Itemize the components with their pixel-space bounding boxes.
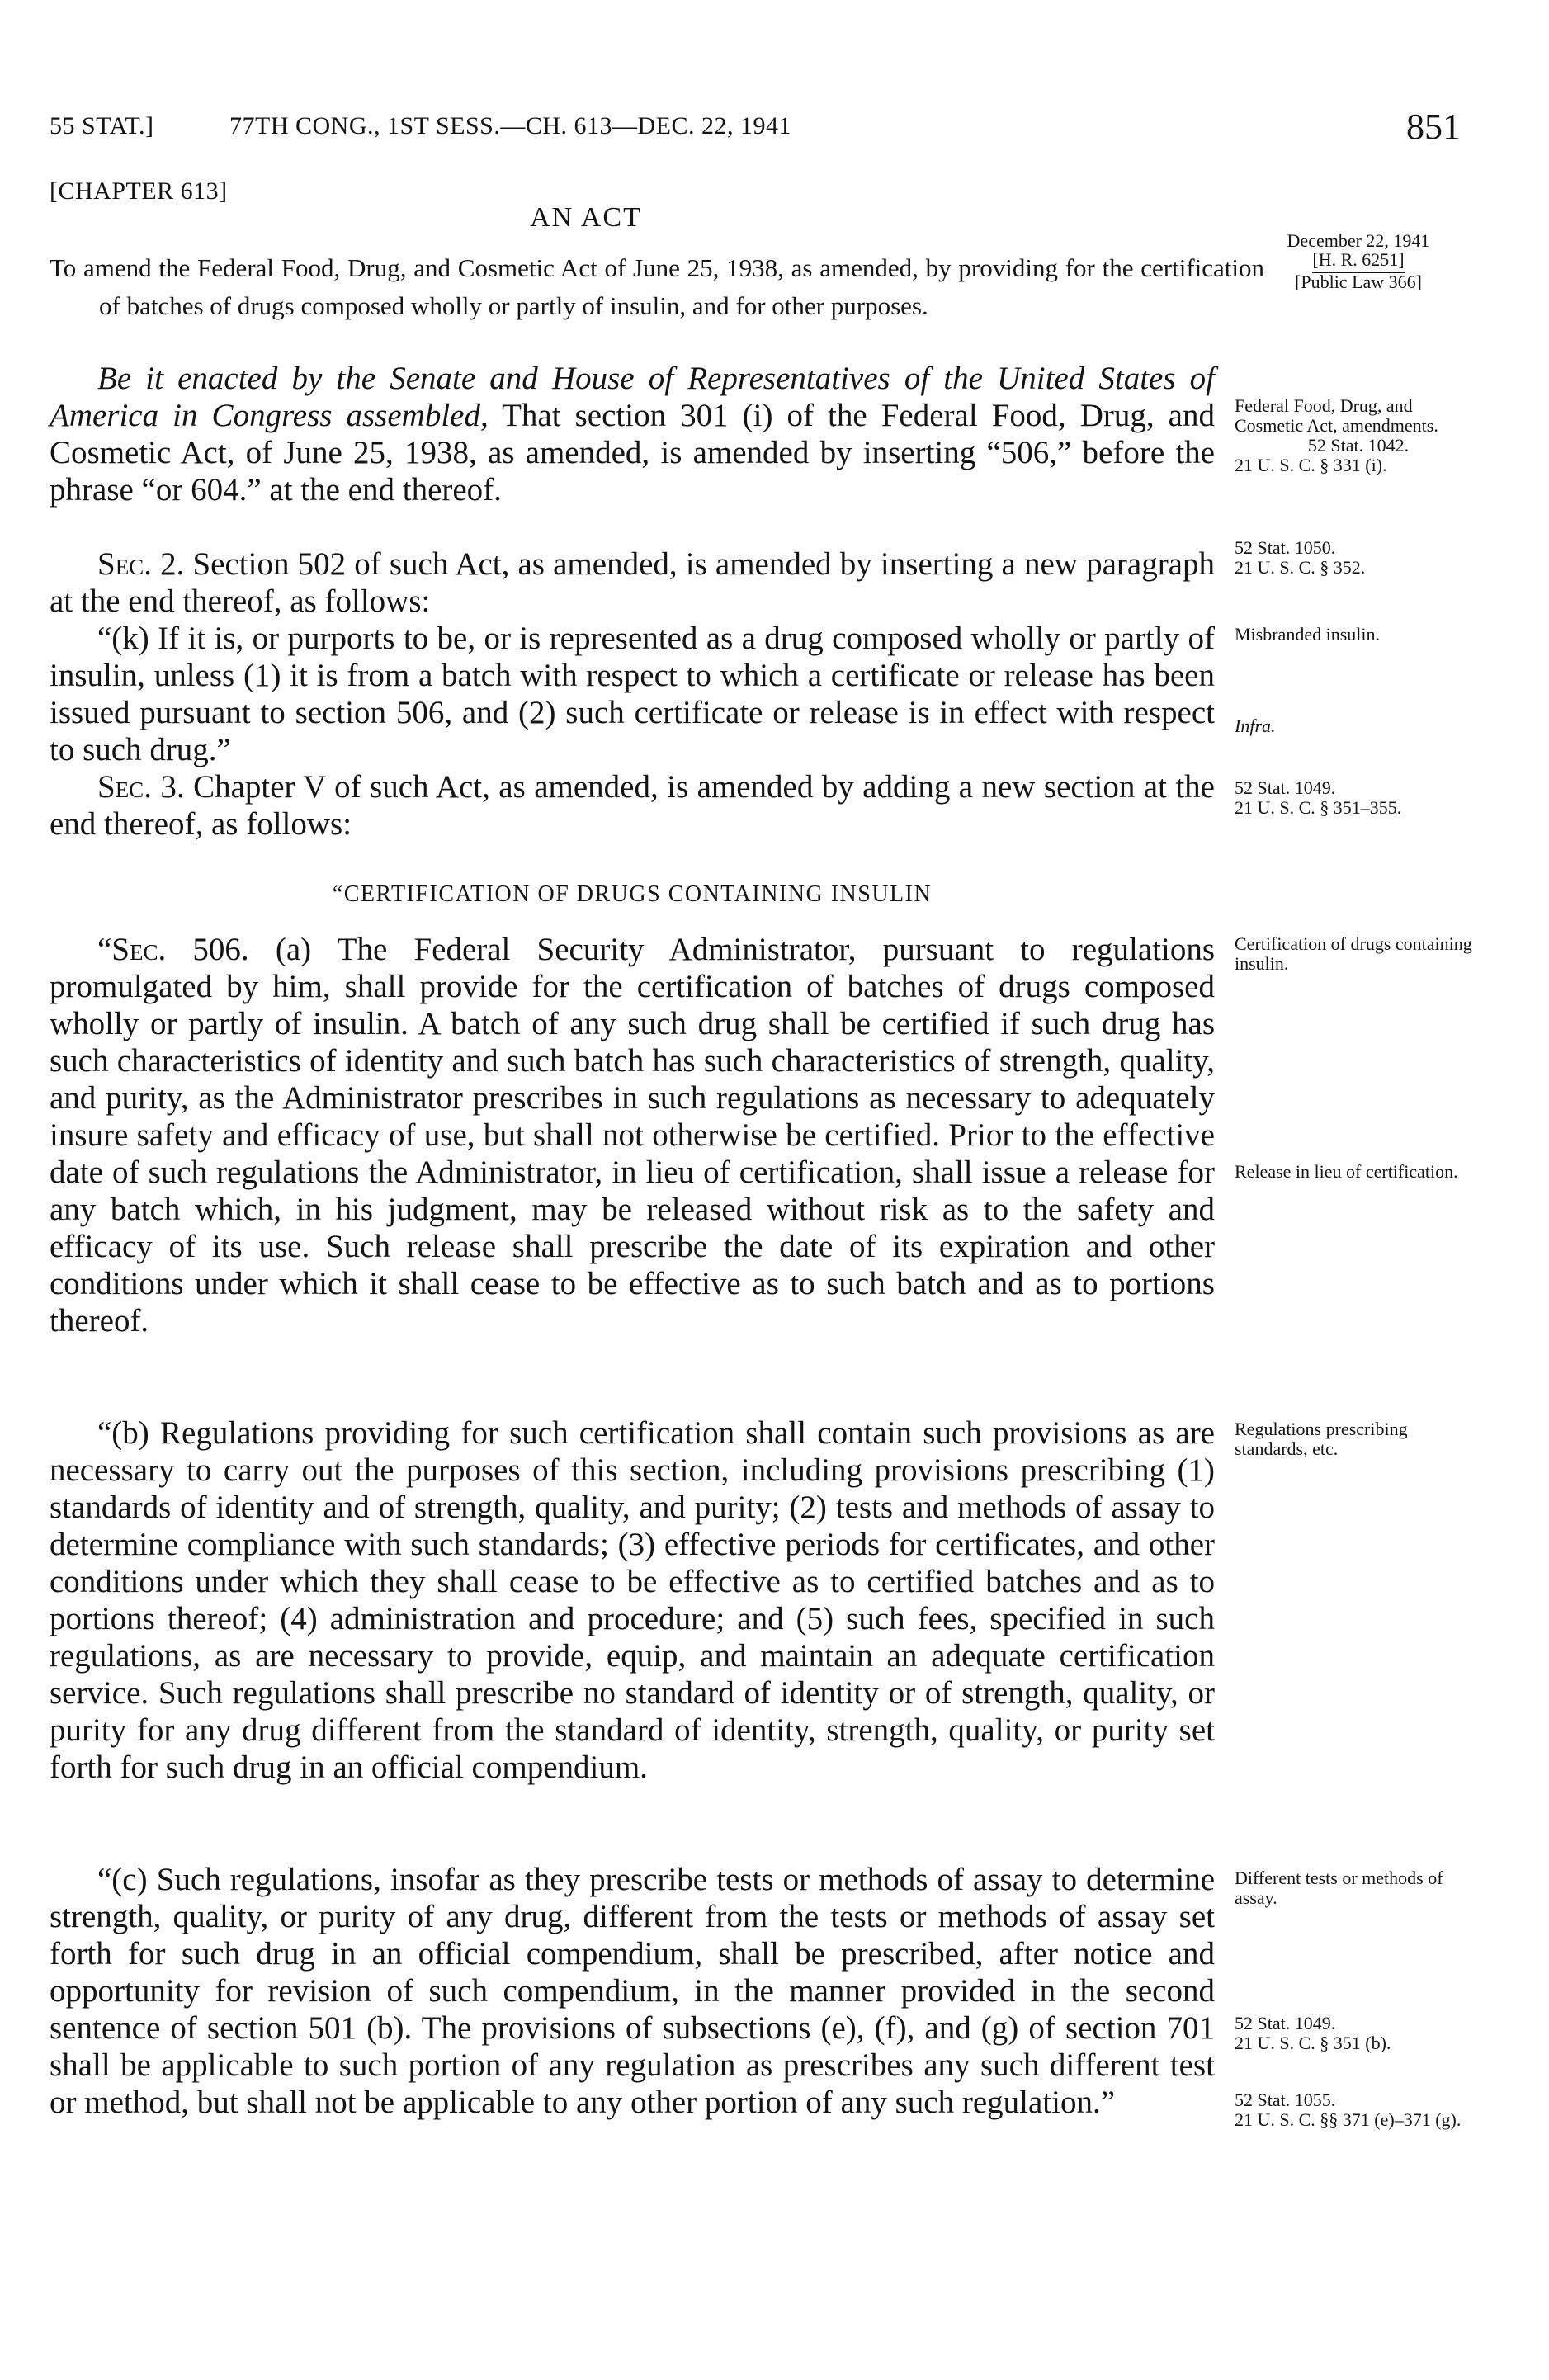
margin-cite: 21 U. S. C. § 331 (i). <box>1235 455 1387 475</box>
act-title: To amend the Federal Food, Drug, and Cosmetic Act of June 25, 1938, as amended, by providing for the certification of batches of drugs composed wholly or partly of insulin, and for other purposes. <box>50 253 1264 320</box>
section-506-label: “Sec. 506. <box>97 932 249 967</box>
margin-note-sec701-cites <box>1235 2090 1482 2130</box>
margin-bill: [H. R. 6251] <box>1235 250 1482 270</box>
margin-note-amendments <box>1235 396 1482 475</box>
section-2-text: Section 502 of such Act, as amended, is amended by inserting a new paragraph at the end thereof, as follows: <box>50 546 1215 619</box>
section-1-text: That section 301 (i) of the Federal Food, Drug, and Cosmetic Act, of June 25, 1938, as amended, is amended by inserting “506,” before the phrase “or 604.” at the end thereof. <box>50 398 1215 508</box>
margin-note-certification: Certification of drugs containing insulin. <box>1235 933 1472 974</box>
section-3 <box>50 768 1215 843</box>
margin-note-misbranded: Misbranded insulin. <box>1235 624 1380 645</box>
margin-note-text: Federal Food, Drug, and Cosmetic Act, amendments. <box>1235 395 1438 436</box>
statute-volume: 55 STAT.] <box>50 112 154 139</box>
enacting-clause: Be it enacted by the Senate and House of Representatives of the United States of America in Congress assembled, <box>50 361 1215 433</box>
margin-date: December 22, 1941 <box>1287 230 1430 251</box>
margin-cite: 52 Stat. 1049. <box>1235 2013 1336 2033</box>
chapter-label: [CHAPTER 613] <box>50 177 228 205</box>
section-506-a-text: (a) The Federal Security Administrator, pursuant to regulations promulgated by him, shall provide for the certification of batches of drugs composed wholly or partly of insulin. A batch of any such drug shall be certified if such drug has such characteristics of identity and such batch has such characteristics of strength, quality, and purity, as the Administrator prescribes in such regulations as necessary to adequately insure safety and efficacy of use, but shall not otherwise be certified. Prior to the effective date of such regulations the Administrator, in lieu of certification, shall issue a release for any batch which, in his judgment, may be released without risk as to the safety and efficacy of its use. Such release shall prescribe the date of its expiration and other conditions under which it shall cease to be effective as to such batch and as to portions thereof. <box>50 932 1216 1339</box>
margin-note-sec501-cites <box>1235 2014 1482 2053</box>
session-chapter-date: 77TH CONG., 1ST SESS.—CH. 613—DEC. 22, 1941 <box>229 112 792 139</box>
section-506-a <box>50 931 1215 1339</box>
margin-note-different-tests: Different tests or methods of assay. <box>1235 1868 1443 1908</box>
margin-cite: 52 Stat. 1049. <box>1235 777 1336 798</box>
section-2 <box>50 545 1215 620</box>
margin-cite: 52 Stat. 1055. <box>1235 2090 1336 2110</box>
margin-note-sec2-cites <box>1235 538 1482 578</box>
section-506-c: “(c) Such regulations, insofar as they prescribe tests or methods of assay to determine strength, quality, or purity of any drug, different from the tests or methods of assay set forth for such drug in an official compendium, shall be prescribed, after notice and opportunity for revision of such compendium, in the manner provided in the second sentence of section 501 (b). The provisions of subsections (e), (f), and (g) of section 701 shall be applicable to such portion of any regulation as prescribes any such different test or method, but shall not be applicable to any other portion of any such regulation.” <box>50 1862 1215 2120</box>
running-header <box>50 106 1461 155</box>
margin-note-release: Release in lieu of certification. <box>1235 1161 1458 1182</box>
section-3-text: Chapter V of such Act, as amended, is amended by adding a new section at the end thereof, as follows: <box>50 769 1215 842</box>
page-number: 851 <box>1406 106 1461 147</box>
margin-cite: 21 U. S. C. § 351–355. <box>1235 797 1402 818</box>
margin-cite: 21 U. S. C. § 352. <box>1235 557 1366 578</box>
margin-note-regulations: Regulations prescribing standards, etc. <box>1235 1419 1408 1459</box>
margin-public-law: [Public Law 366] <box>1295 272 1422 292</box>
paragraph-k: “(k) If it is, or purports to be, or is represented as a drug composed wholly or partly of insulin, unless (1) it is from a batch with respect to which a certificate or release has been issued pursuant to section 506, and (2) such certificate or release is in effect with respect to such drug.” <box>50 621 1215 767</box>
margin-note-infra: Infra. <box>1235 715 1276 736</box>
section-3-label: Sec. 3. <box>97 769 185 805</box>
margin-cite: 21 U. S. C. § 351 (b). <box>1235 2033 1391 2053</box>
section-506-b: “(b) Regulations providing for such certification shall contain such provisions as are necessary to carry out the purposes of this section, including provisions prescribing (1) standards of identity and of strength, quality, and purity; (2) tests and methods of assay to determine compliance with such standards; (3) effective periods for certificates, and other conditions under which they shall cease to be effective as to certified batches and as to portions thereof; (4) administration and procedure; and (5) such fees, specified in such regulations, as are necessary to provide, equip, and maintain an adequate certification service. Such regulations shall prescribe no standard of identity or of strength, quality, or purity for any drug different from the standard of identity, strength, quality, or purity set forth for such drug in an official compendium. <box>50 1415 1215 1785</box>
section-heading: “CERTIFICATION OF DRUGS CONTAINING INSULIN <box>332 881 933 907</box>
margin-cite: 21 U. S. C. §§ 371 (e)–371 (g). <box>1235 2109 1462 2130</box>
margin-note-sec3-cites <box>1235 778 1482 818</box>
section-2-label: Sec. 2. <box>97 546 185 582</box>
margin-cite: 52 Stat. 1042. <box>1307 435 1410 456</box>
enacting-paragraph <box>50 360 1215 508</box>
margin-cite: 52 Stat. 1050. <box>1235 537 1336 558</box>
act-heading: AN ACT <box>530 202 642 233</box>
